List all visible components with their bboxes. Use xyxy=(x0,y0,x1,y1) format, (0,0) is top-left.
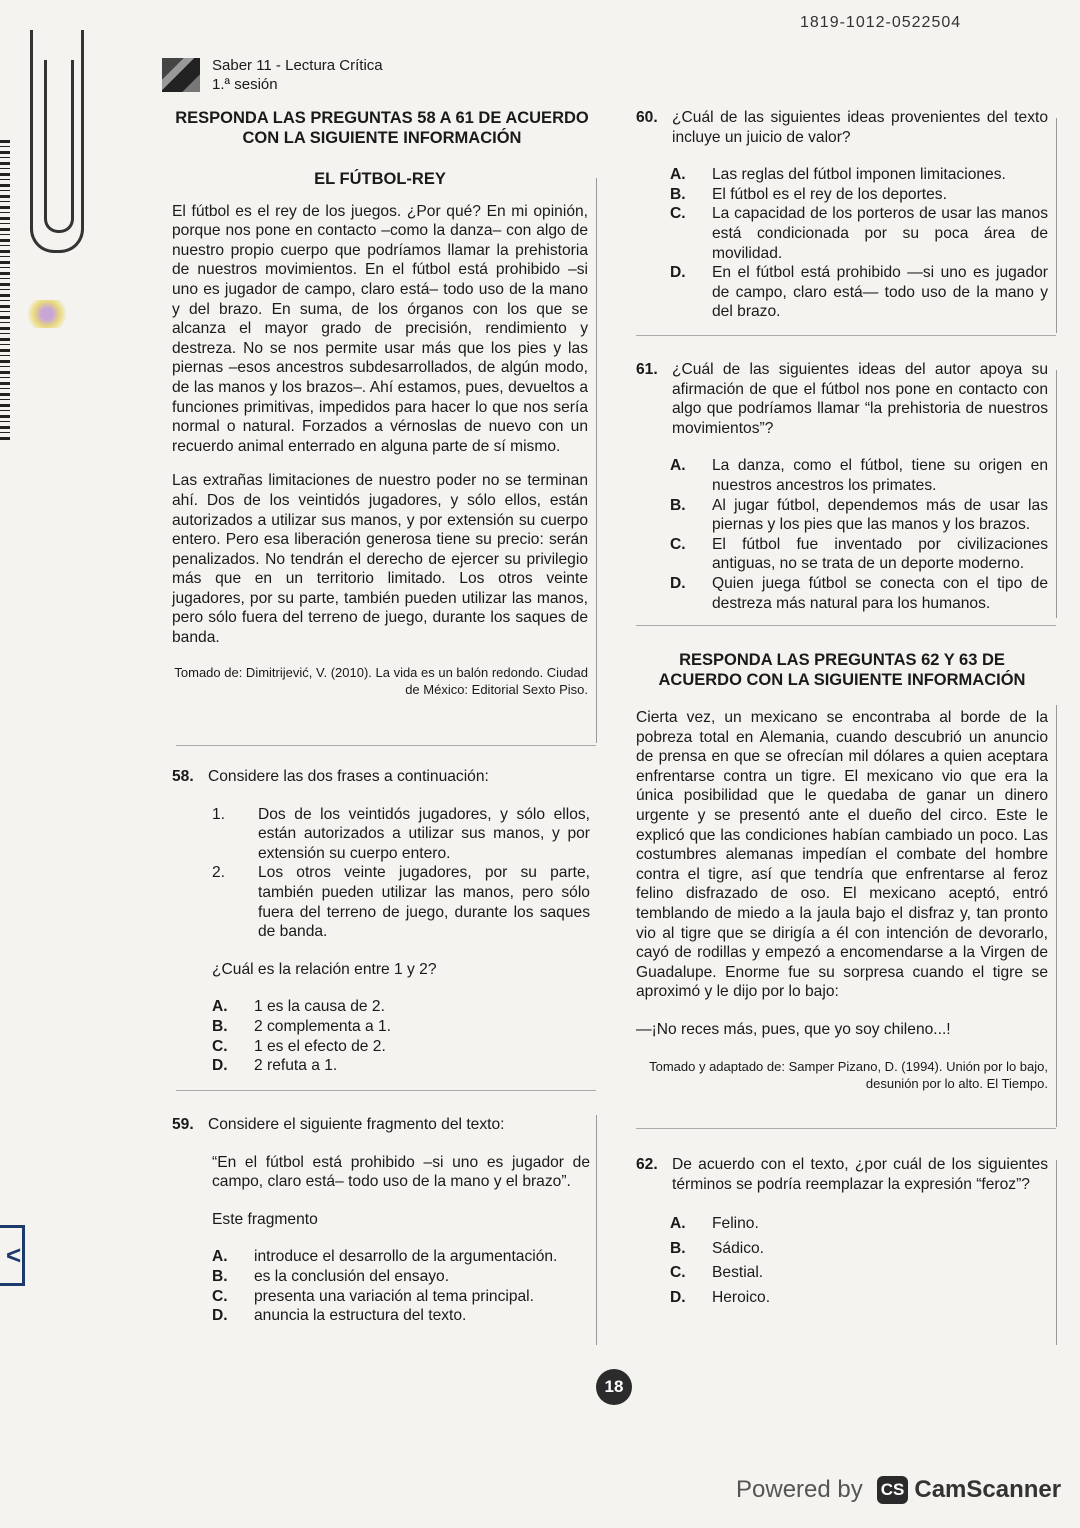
left-column xyxy=(172,108,588,698)
item-number: 1. xyxy=(212,805,226,823)
column-divider xyxy=(596,178,597,743)
option-a[interactable]: A. Las reglas del fútbol imponen limitaciones. xyxy=(670,166,1006,184)
reading-2-source: Tomado y adaptado de: Samper Pizano, D. (1994). Unión por lo bajo, desunión por lo alto. El Tiempo. xyxy=(649,1058,1048,1091)
item-number: 2. xyxy=(212,864,226,882)
camscanner-watermark xyxy=(736,1468,1061,1512)
question-60 xyxy=(636,108,1048,322)
reading-2-paragraph-2: —¡No reces más, pues, que yo soy chileno...! xyxy=(636,1020,951,1038)
question-stem: ¿Cuál de las siguientes ideas del autor apoya su afirmación de que el fútbol nos pone en contacto con algo que podríamos llamar “la prehistoria de nuestros movimientos”? xyxy=(672,361,1048,437)
option-d[interactable]: D. En el fútbol está prohibido —si uno es jugador de campo, claro está— todo uso de la mano y del brazo. xyxy=(670,264,1048,321)
camscanner-name: CamScanner xyxy=(914,1476,1062,1503)
option-c[interactable]: C. Bestial. xyxy=(670,1264,764,1282)
powered-by-text: Powered by xyxy=(736,1476,863,1503)
question-number: 61. xyxy=(636,361,658,378)
column-divider xyxy=(1056,705,1057,1127)
option-b[interactable]: B. Sádico. xyxy=(670,1239,765,1257)
quoted-fragment: “En el fútbol está prohibido –si uno es jugador de campo, claro está– todo uso de la mano y el brazo”. xyxy=(212,1153,590,1191)
question-stem: Considere el siguiente fragmento del texto: xyxy=(208,1116,505,1133)
option-b[interactable]: B. Al jugar fútbol, dependemos más de usar las piernas y los pies que las manos y los brazos. xyxy=(670,496,1048,534)
instruction-62-63: RESPONDA LAS PREGUNTAS 62 Y 63 DE ACUERDO CON LA SIGUIENTE INFORMACIÓN xyxy=(658,651,1026,689)
section-divider xyxy=(636,335,1056,336)
question-number: 58. xyxy=(172,768,194,785)
question-number: 60. xyxy=(636,109,658,126)
option-c[interactable]: C. La capacidad de los porteros de usar las manos está condicionada por su poca área de movilidad. xyxy=(670,205,1048,262)
reading-paragraph-2: Las extrañas limitaciones de nuestro poder no se terminan ahí. Dos de los veintidós jugadores, y sólo ellos, están autorizados a utilizar sus manos, y por extensión su cuerpo entero. Pero esa liberación generosa tiene su precio: serán penalizados. No tendrán el derecho de ejercer su privilegio más que en un territorio limitado. Los otros veinte jugadores, por su parte, también pueden utilizar las manos, pero sólo fuera del terreno de juego, durante los saques de banda. xyxy=(172,472,588,647)
camscanner-logo-icon: CS xyxy=(877,1476,909,1504)
paper-clip-inner-graphic xyxy=(44,60,74,233)
section-divider xyxy=(636,1128,1056,1129)
option-a[interactable]: A. 1 es la causa de 2. xyxy=(212,998,385,1016)
page-header xyxy=(212,56,383,94)
option-d[interactable]: D. anuncia la estructura del texto. xyxy=(212,1307,467,1325)
subject-label: Saber 11 - Lectura Crítica xyxy=(212,57,383,74)
question-stem: Considere las dos frases a continuación: xyxy=(208,768,489,785)
question-prompt: Este fragmento xyxy=(212,1210,318,1228)
option-b[interactable]: B. El fútbol es el rey de los deportes. xyxy=(670,185,947,203)
item-text: Los otros veinte jugadores, por su parte, también pueden utilizar las manos, pero sólo fuera del terreno de juego, durante los saques de banda. xyxy=(258,864,590,941)
reading-source: Tomado de: Dimitrijević, V. (2010). La vida es un balón redondo. Ciudad de México: Editorial Sexto Piso. xyxy=(174,664,588,697)
column-divider xyxy=(596,1115,597,1345)
edge-marker-icon: < xyxy=(0,1225,25,1286)
edge-barcode-graphic xyxy=(0,140,10,440)
option-c[interactable]: C. El fútbol fue inventado por civilizaciones antiguas, no se trata de un deporte moderno. xyxy=(670,535,1048,573)
session-label: 1.ª sesión xyxy=(212,76,278,93)
option-c[interactable]: C. 1 es el efecto de 2. xyxy=(212,1037,386,1055)
option-a[interactable]: A. introduce el desarrollo de la argumentación. xyxy=(212,1248,558,1266)
reading-title: EL FÚTBOL-REY xyxy=(314,170,446,188)
question-59 xyxy=(172,1115,590,1326)
option-b[interactable]: B. 2 complementa a 1. xyxy=(212,1017,391,1035)
question-stem: De acuerdo con el texto, ¿por cuál de los siguientes términos se podría reemplazar la expresión “feroz”? xyxy=(672,1156,1048,1193)
question-number: 59. xyxy=(172,1116,194,1133)
section-divider xyxy=(176,1090,596,1091)
option-a[interactable]: A. Felino. xyxy=(670,1215,759,1233)
option-d[interactable]: D. 2 refuta a 1. xyxy=(212,1057,338,1075)
column-divider xyxy=(1056,118,1057,333)
section-divider xyxy=(636,625,1056,626)
icfes-logo xyxy=(162,58,200,92)
item-text: Dos de los veintidós jugadores, y sólo ellos, están autorizados a utilizar sus manos, y por extensión su cuerpo entero. xyxy=(258,805,590,862)
reading-2-paragraph-1: Cierta vez, un mexicano se encontraba al borde de la pobreza total en Alemania, cuando descubrió un anuncio de prensa en que se ofrecían mil dólares a quien aceptara enfrentarse contra un tigre. El mexicano vio que era la única posibilidad que le quedaba de ganar un dinero urgente y se presentó ante el dueño del circo. Este le explicó que las condiciones habían cambiado un poco. Las costumbres alemanas impedían el combate del hombre contra el tigre, así que tendría que enfrentarse al feroz felino disfrazado de oso. El mexicano aceptó, entró temblando de miedo a la jaula bajo el disfraz y, tan pronto vio al tigre que se dirigía a él con intención de devorarlo, cayó de rodillas y empezó a encomendarse a la Virgen de Guadalupe. Enorme fue su sorpresa cuando el tigre se aproximó y le dijo por lo bajo: xyxy=(636,709,1048,1001)
column-divider xyxy=(1056,370,1057,618)
section-divider xyxy=(176,745,596,746)
page-number: 18 xyxy=(596,1369,632,1405)
booklet-code: 1819-1012-0522504 xyxy=(800,14,962,31)
option-d[interactable]: D. Quien juega fútbol se conecta con el tipo de destreza más natural para los humanos. xyxy=(670,574,1048,612)
ink-blot-graphic xyxy=(22,300,72,328)
option-a[interactable]: A. La danza, como el fútbol, tiene su origen en nuestros ancestros los primates. xyxy=(670,457,1048,494)
question-number: 62. xyxy=(636,1156,658,1173)
question-61 xyxy=(636,360,1048,613)
question-62 xyxy=(636,1155,1048,1310)
option-b[interactable]: B. es la conclusión del ensayo. xyxy=(212,1267,450,1285)
option-d[interactable]: D. Heroico. xyxy=(670,1288,771,1306)
column-divider xyxy=(1056,1160,1057,1345)
reading-2 xyxy=(636,650,1048,1092)
question-stem: ¿Cuál de las siguientes ideas provenientes del texto incluye un juicio de valor? xyxy=(672,109,1048,146)
instruction-58-61: RESPONDA LAS PREGUNTAS 58 A 61 DE ACUERDO CON LA SIGUIENTE INFORMACIÓN xyxy=(175,109,589,147)
reading-paragraph-1: El fútbol es el rey de los juegos. ¿Por qué? En mi opinión, porque nos pone en contacto –como la danza– con algo de nuestro propio cuerpo que podríamos llamar la prehistoria de nuestros movimientos. En el fútbol está prohibido –si uno es jugador de campo, claro está– todo uso de la mano y del brazo. En suma, de los órganos con los que se alcanza el mayor grado de precisión, rendimiento y destreza. No se nos permite usar más que los pies y las piernas –esos ancestros subdesarrollados, de algún modo, de las manos y los brazos–. Ahí estamos, pues, devueltos a funciones primitivas, impedidos para hacer lo que nos sería normal o natural. Forzados a vérnoslas de nuevo con un recuerdo animal enterrado en alguna parte de sí mismo. xyxy=(172,202,588,455)
question-prompt: ¿Cuál es la relación entre 1 y 2? xyxy=(212,960,437,978)
option-c[interactable]: C. presenta una variación al tema principal. xyxy=(212,1287,534,1305)
question-58 xyxy=(172,767,590,1076)
